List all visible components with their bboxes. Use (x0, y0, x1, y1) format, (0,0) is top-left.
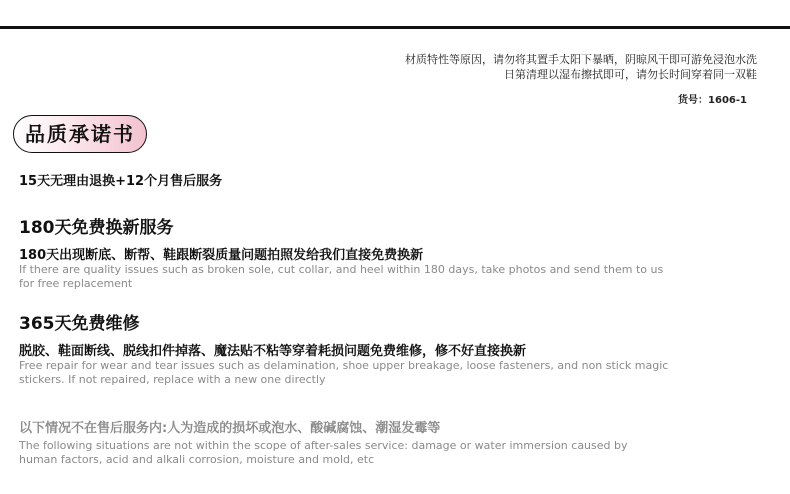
exclusions-description: 以下情况不在售后服务内:人为造成的损坏或泡水、酸碱腐蚀、潮湿发霉等 (19, 421, 441, 436)
exclusions-english: The following situations are not within the scope of after-sales service: damage or water immersion caused by human factors, acid and alkali corrosion, moisture and mold, etc (19, 439, 628, 466)
section-365-heading: 365天免费维修 (19, 314, 140, 334)
top-divider (0, 26, 790, 29)
section-180-english: If there are quality issues such as broken sole, cut collar, and heel within 180 days, take photos and send them to us for free replacement (19, 263, 664, 290)
section-180-description: 180天出现断底、断帮、鞋跟断裂质量问题拍照发给我们直接免费换新 (19, 248, 424, 263)
section-365-description: 脱胶、鞋面断线、脱线扣件掉落、魔法贴不粘等穿着耗损问题免费维修，修不好直接换新 (19, 344, 527, 359)
care-note (405, 52, 757, 82)
care-note-line-1: 材质特性等原因，请勿将其置手太阳下暴晒，阴晾风干即可游免浸泡水洗 (405, 53, 757, 66)
care-note-line-2: 日第清理以湿布擦拭即可，请勿长时间穿着同一双鞋 (504, 68, 757, 81)
section-180-heading: 180天免费换新服务 (19, 218, 174, 238)
section-365-english: Free repair for wear and tear issues such as delamination, shoe upper breakage, loose fasteners, and non stick magic stickers. If not repaired, replace with a new one directly (19, 359, 669, 386)
sku-label: 货号：1606-1 (678, 95, 747, 106)
guarantee-summary: 15天无理由退换+12个月售后服务 (19, 174, 223, 189)
quality-pledge-badge: 品质承诺书 (13, 115, 147, 153)
